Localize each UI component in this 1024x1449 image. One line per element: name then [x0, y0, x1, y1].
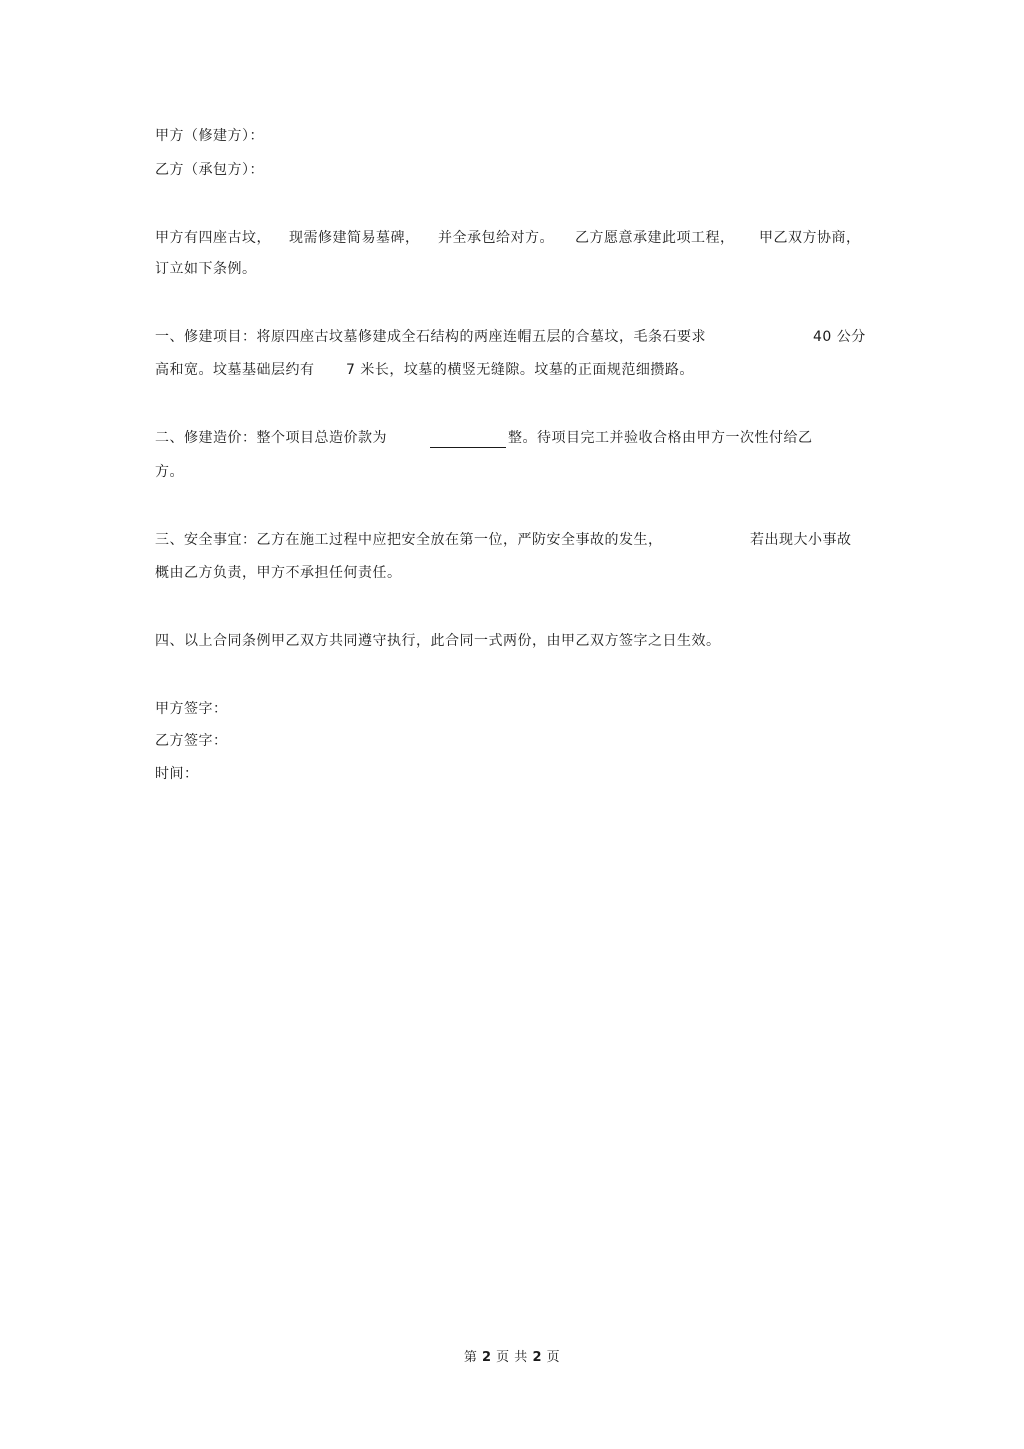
intro-segment-5: 甲乙双方协商，: [759, 230, 861, 246]
party-a-label: 甲方（修建方）：: [155, 128, 264, 144]
clause-3-line-2: 概由乙方负责，甲方不承担任何责任。: [155, 565, 402, 581]
clause-4-line-1: 四、以上合同条例甲乙双方共同遵守执行，此合同一式两份，由甲乙双方签字之日生效。: [155, 633, 721, 649]
party-b-label: 乙方（承包方）：: [155, 162, 264, 178]
footer-current-page: 2: [481, 1350, 492, 1365]
party-b-signature: 乙方签字：: [155, 733, 228, 749]
clause-2-line-1-rest: 整。待项目完工并验收合格由甲方一次性付给乙: [508, 430, 813, 446]
footer-total-pages: 2: [532, 1350, 542, 1365]
signature-date: 时间：: [155, 766, 199, 782]
intro-segment-1: 甲方有四座古坟，: [155, 230, 271, 246]
intro-segment-3: 并全承包给对方。: [438, 230, 554, 246]
price-blank-underline: [430, 447, 506, 448]
clause-3-line-1: 三、安全事宜：乙方在施工过程中应把安全放在第一位，严防安全事故的发生，: [155, 532, 663, 548]
intro-segment-2: 现需修建简易墓碑，: [289, 230, 420, 246]
clause-2-line-2: 方。: [155, 464, 184, 480]
clause-1-dimension: 40 公分: [813, 329, 866, 345]
page-footer: [0, 1348, 1024, 1368]
clause-1-line-2-rest: 7 米长，坟墓的横竖无缝隙。坟墓的正面规范细攒路。: [346, 362, 694, 378]
footer-middle: 页 共: [496, 1350, 528, 1365]
clause-2-line-1: 二、修建造价：整个项目总造价款为: [155, 430, 387, 446]
intro-segment-4: 乙方愿意承建此项工程，: [575, 230, 735, 246]
clause-1-line-2: 高和宽。坟墓基础层约有: [155, 362, 315, 378]
party-a-signature: 甲方签字：: [155, 701, 228, 717]
footer-suffix: 页: [546, 1350, 561, 1365]
clause-1-line-1: 一、修建项目：将原四座古坟墓修建成全石结构的两座连帽五层的合墓坟，毛条石要求: [155, 329, 706, 345]
footer-prefix: 第: [463, 1350, 478, 1365]
intro-line-2: 订立如下条例。: [155, 261, 257, 277]
clause-3-line-1-rest: 若出现大小事故: [750, 532, 852, 548]
